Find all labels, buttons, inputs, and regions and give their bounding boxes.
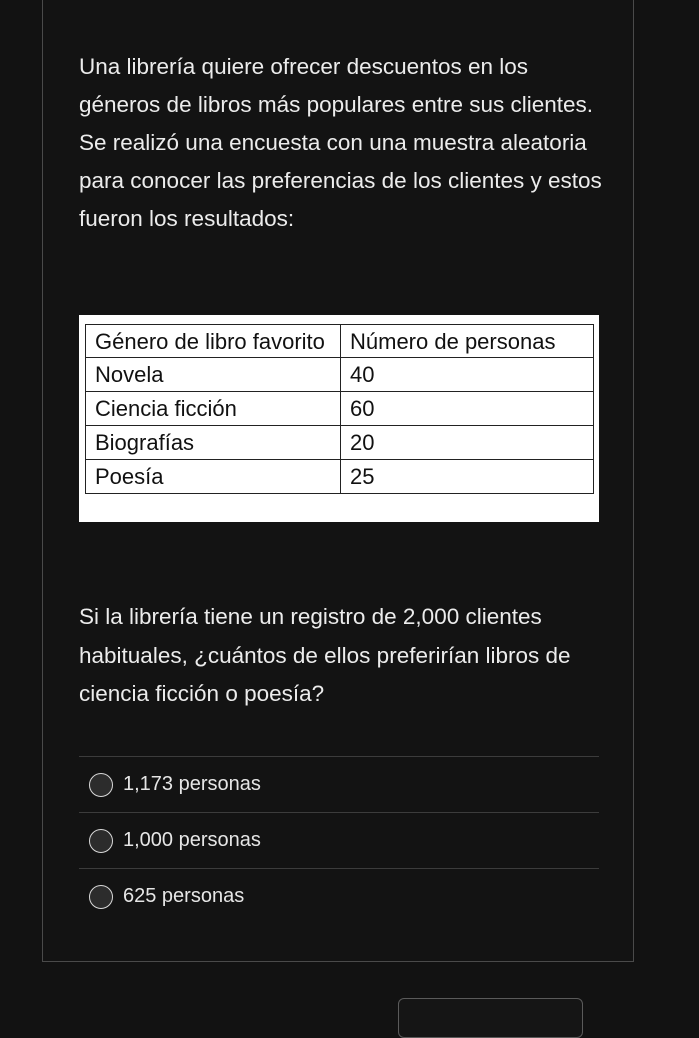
radio-button[interactable] — [89, 773, 113, 797]
answer-option-label: 1,000 personas — [123, 829, 261, 851]
table-row — [86, 358, 594, 392]
table-cell-genre: Biografías — [86, 426, 341, 460]
table-row — [86, 460, 594, 494]
table-cell-count: 20 — [341, 426, 594, 460]
table-cell-count: 60 — [341, 392, 594, 426]
answer-option[interactable] — [79, 812, 599, 868]
table-row — [86, 426, 594, 460]
answer-option[interactable] — [79, 868, 599, 924]
table-cell-genre: Ciencia ficción — [86, 392, 341, 426]
survey-table-image — [79, 315, 599, 522]
table-header-count: Número de personas — [341, 325, 594, 358]
radio-button[interactable] — [89, 829, 113, 853]
intro-text: Una librería quiere ofrecer descuentos en los géneros de libros más populares entre sus clientes. Se realizó una encuesta con una muestra aleatoria para conocer las preferencias de los clientes y estos fueron los resultados: — [79, 54, 602, 231]
question-text: Si la librería tiene un registro de 2,000 clientes habituales, ¿cuántos de ellos preferirían libros de ciencia ficción o poesía? — [79, 604, 571, 706]
table-header-row — [86, 325, 594, 358]
table-cell-genre: Poesía — [86, 460, 341, 494]
bottom-button[interactable] — [398, 998, 583, 1038]
answer-option-label: 625 personas — [123, 885, 245, 907]
answer-option-label: 1,173 personas — [123, 773, 261, 795]
answer-option[interactable] — [79, 756, 599, 812]
answer-options — [79, 756, 599, 924]
table-cell-genre: Novela — [86, 358, 341, 392]
radio-button[interactable] — [89, 885, 113, 909]
table-header-genre: Género de libro favorito — [86, 325, 341, 358]
table-row — [86, 392, 594, 426]
table-cell-count: 40 — [341, 358, 594, 392]
survey-table — [85, 324, 594, 494]
table-cell-count: 25 — [341, 460, 594, 494]
